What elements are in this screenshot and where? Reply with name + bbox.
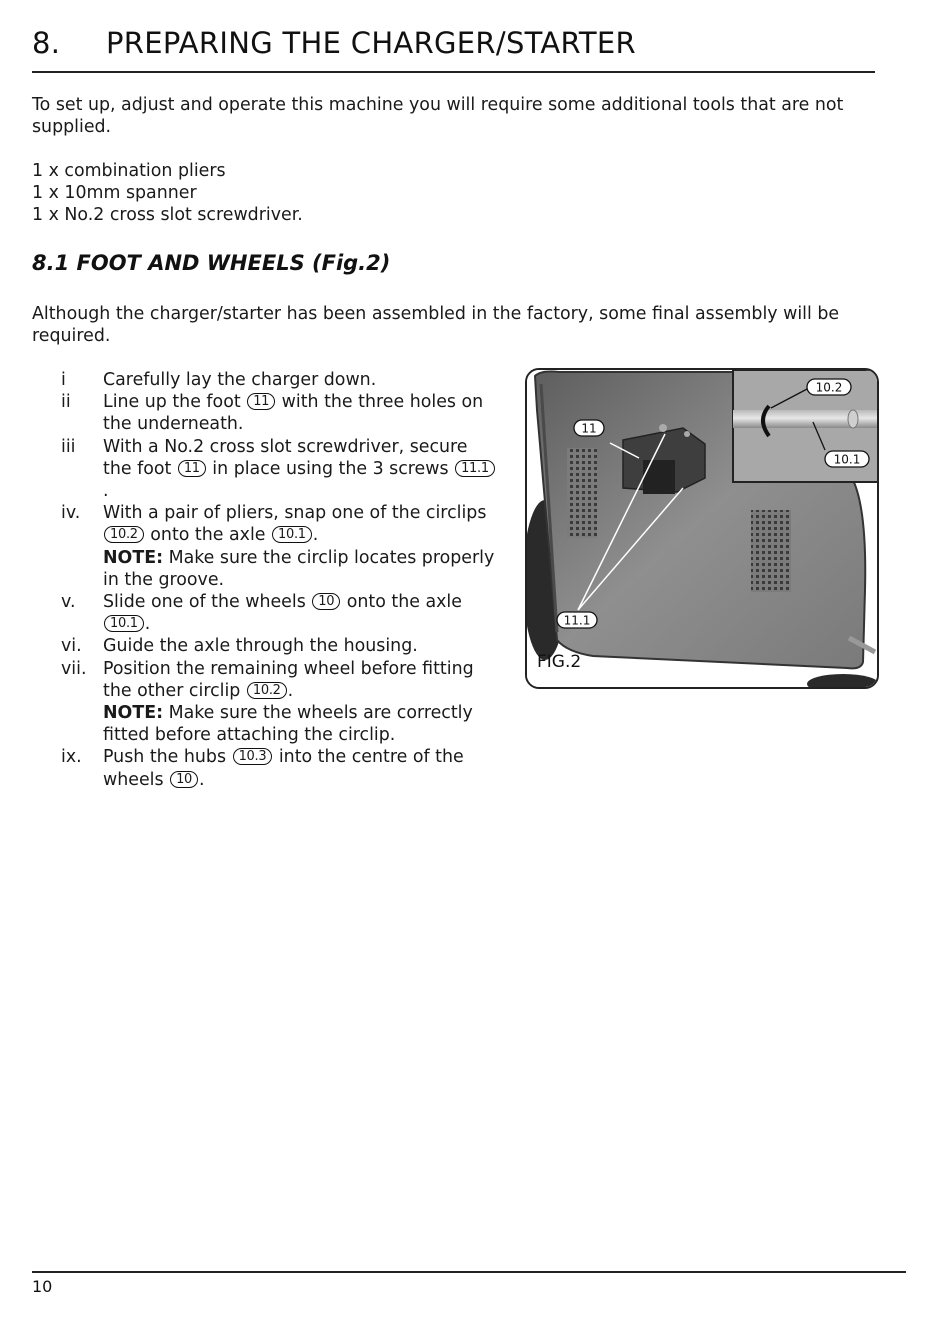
step-text <box>103 502 501 591</box>
step-item <box>61 369 501 391</box>
step-number: vi. <box>61 636 82 657</box>
tool-item: 1 x combination pliers <box>32 161 226 181</box>
step-item <box>61 658 501 747</box>
part-reference-tag: 11 <box>178 460 206 477</box>
step-text <box>103 369 501 391</box>
step-number: vii. <box>61 658 87 679</box>
step-text-run: onto the axle <box>341 592 462 613</box>
part-reference-tag: 10 <box>170 771 198 788</box>
step-item <box>61 502 501 591</box>
part-reference-tag: 10.1 <box>272 526 312 543</box>
step-number: ix. <box>61 747 82 768</box>
step-text-run: Make sure the wheels are correctly fitted before attaching the circlip. <box>103 703 473 746</box>
step-text-run: . <box>199 769 205 790</box>
step-text-run: With a No.2 cross slot screwdriver, secure the foot <box>103 436 468 479</box>
step-text-run: . <box>287 680 294 701</box>
step-item <box>61 591 501 635</box>
part-reference-tag: 10.2 <box>104 526 144 543</box>
step-text-run: . <box>103 481 109 502</box>
assembly-paragraph: Although the charger/starter has been assembled in the factory, some final assembly will be required. <box>32 304 840 347</box>
step-number: iii <box>61 436 76 457</box>
page-number: 10 <box>32 1277 53 1296</box>
callout-axle-text: 10.1 <box>833 452 861 467</box>
section-title: PREPARING THE CHARGER/STARTER <box>106 26 636 60</box>
vent-grille-left <box>567 448 597 538</box>
vent-grille-right <box>751 510 791 592</box>
note-label: NOTE: <box>103 547 164 568</box>
step-text-run: in place using the 3 screws <box>206 458 455 479</box>
step-text-run: Push the hubs <box>103 747 232 768</box>
step-text-run: onto the axle <box>144 525 272 546</box>
intro-paragraph: To set up, adjust and operate this machine you will require some additional tools that are not supplied. <box>32 95 844 138</box>
step-text <box>103 746 501 790</box>
step-text-run: into the centre of the wheels <box>103 747 464 790</box>
part-reference-tag: 11 <box>247 393 275 410</box>
step-text-run: . <box>312 525 319 546</box>
step-text-run: Carefully lay the charger down. <box>103 370 377 390</box>
figure-caption: FIG.2 <box>537 652 582 672</box>
subsection-heading: 8.1 FOOT AND WHEELS (Fig.2) <box>32 251 391 275</box>
figure-2 <box>525 368 879 689</box>
step-number: i <box>61 370 66 390</box>
step-text-run: Position the remaining wheel before fitting the other circlip <box>103 658 474 701</box>
step-number: iv. <box>61 503 81 524</box>
step-text-run: . <box>144 614 151 635</box>
part-reference-tag: 10.1 <box>104 615 144 632</box>
note-label: NOTE: <box>103 703 164 724</box>
step-item <box>61 391 501 435</box>
part-reference-tag: 11.1 <box>455 460 495 477</box>
step-text <box>103 635 501 657</box>
step-text-run: With a pair of pliers, snap one of the circlips <box>103 503 487 524</box>
step-text-run: Slide one of the wheels <box>103 592 312 613</box>
footer-divider <box>32 1271 906 1273</box>
step-number: ii <box>61 392 71 413</box>
step-item <box>61 746 501 790</box>
step-text <box>103 591 501 635</box>
callout-screws-text: 11.1 <box>563 613 591 628</box>
step-text-run: Line up the foot <box>103 392 247 413</box>
part-reference-tag: 10.3 <box>233 748 273 765</box>
callout-foot <box>574 420 604 436</box>
callout-circlip-text: 10.2 <box>815 380 843 395</box>
step-text <box>103 391 501 435</box>
steps-list <box>61 369 501 791</box>
tool-item: 1 x No.2 cross slot screwdriver. <box>32 205 303 226</box>
section-heading <box>32 26 636 60</box>
part-reference-tag: 10 <box>312 593 340 610</box>
step-text-run: Make sure the circlip locates properly in the groove. <box>103 547 495 590</box>
tool-item: 1 x 10mm spanner <box>32 183 197 204</box>
step-text <box>103 658 501 747</box>
step-text-run: with the three holes on the underneath. <box>103 392 484 435</box>
callout-circlip <box>807 379 851 395</box>
heading-divider <box>32 71 875 73</box>
step-item <box>61 436 501 503</box>
step-text-run: Guide the axle through the housing. <box>103 636 418 657</box>
callout-screws <box>557 612 597 628</box>
callout-foot-text: 11 <box>581 421 597 436</box>
step-number: v. <box>61 592 76 613</box>
step-item <box>61 635 501 657</box>
callout-axle <box>825 451 869 467</box>
tools-list <box>32 160 303 227</box>
section-number: 8. <box>32 26 61 60</box>
step-text <box>103 436 501 503</box>
charger-illustration <box>527 370 877 687</box>
part-reference-tag: 10.2 <box>247 682 287 699</box>
